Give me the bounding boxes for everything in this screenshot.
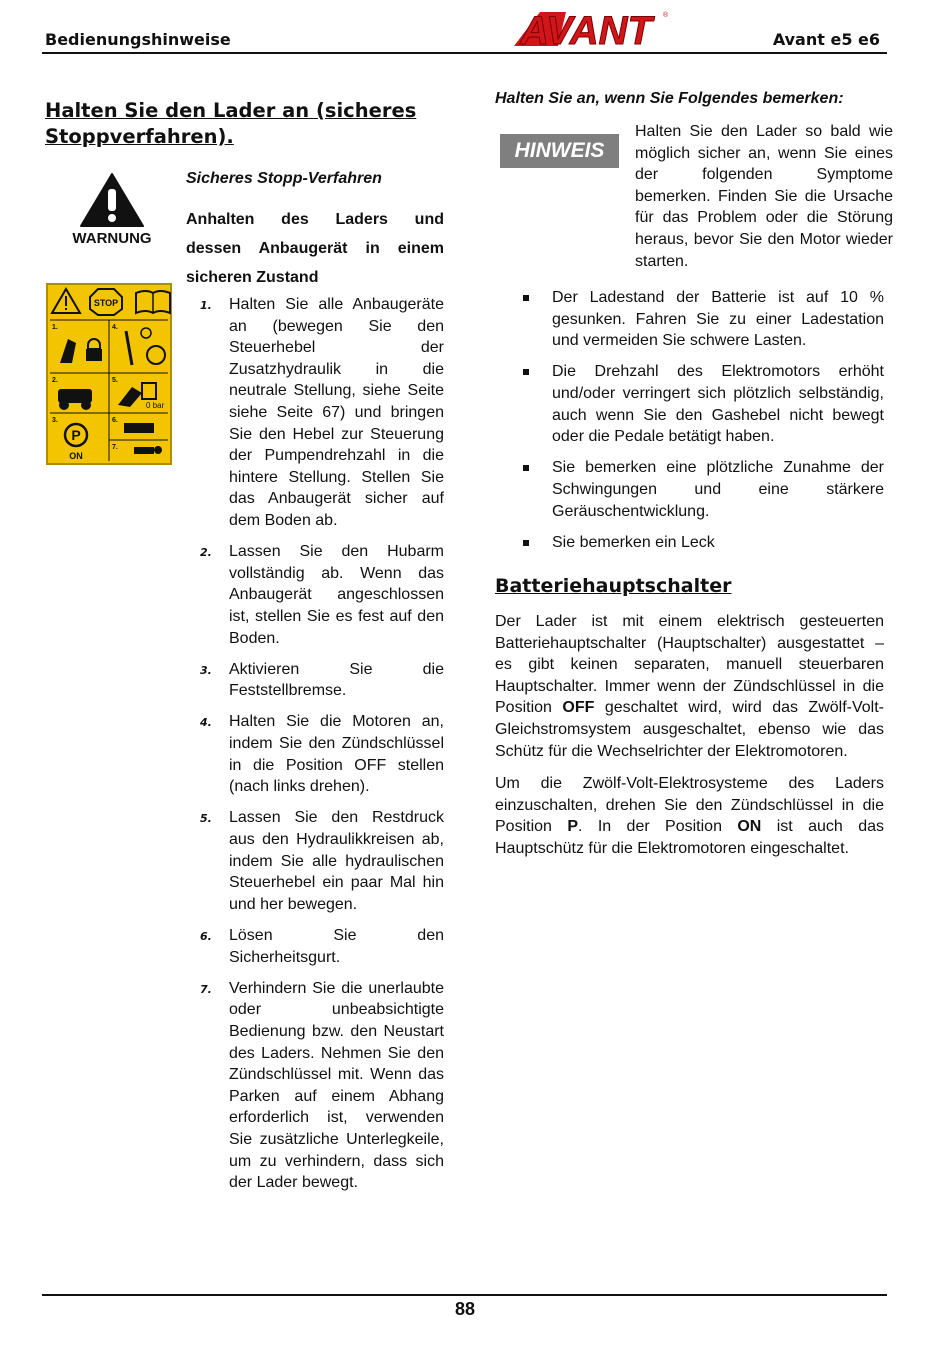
- svg-text:6.: 6.: [112, 417, 118, 424]
- safe-stop-lead: [186, 205, 444, 292]
- list-item: [520, 361, 884, 447]
- step-text: Halten Sie alle Anbaugeräte an (bewegen Sie den Steuerhebel der Zusatzhydraulik in die neutrale Stellung, siehe Seite siehe Seite 67) und bringen Sie den Hebel zur Steuerung der Pumpendrehzahl in die hintere Stellung. Stellen Sie das Anbaugerät sicher auf dem Boden ab.: [229, 296, 444, 529]
- step-text: Halten Sie die Motoren an, indem Sie den Zündschlüssel in die Position OFF stellen (nach links drehen).: [229, 713, 444, 796]
- svg-text:2.: 2.: [52, 377, 58, 384]
- bold-term: ON: [737, 818, 762, 836]
- bold-term: OFF: [562, 699, 595, 717]
- step-number: 7.: [200, 982, 212, 996]
- page-title: Halten Sie den Lader an (sicheres Stoppverfahren).: [45, 99, 417, 148]
- bullet-text: Der Ladestand der Batterie ist auf 10 % gesunken. Fahren Sie zu einer Ladestation und vermeiden Sie schwere Lasten.: [552, 289, 884, 350]
- svg-text:P: P: [71, 427, 81, 443]
- step-item: [186, 978, 444, 1194]
- step-text: Aktivieren Sie die Feststellbremse.: [229, 660, 444, 700]
- notice-badge: HINWEIS: [500, 134, 619, 168]
- step-item: [186, 925, 444, 968]
- section-title: Batteriehauptschalter: [495, 575, 732, 597]
- list-item: [520, 532, 884, 554]
- safety-decal-image: [46, 283, 172, 465]
- step-item: [186, 541, 444, 649]
- lead-line: Anhalten des Laders und: [186, 211, 444, 228]
- bullet-marker: [523, 465, 529, 471]
- avant-logo: [500, 6, 668, 50]
- warning-label: WARNUNG: [72, 230, 152, 247]
- step-number: 1.: [200, 299, 212, 312]
- step-number: 5.: [200, 812, 212, 826]
- step-item: [186, 711, 444, 797]
- step-text: Lösen Sie den Sicherheitsgurt.: [229, 927, 444, 966]
- header-section-title: Bedienungshinweise: [45, 30, 231, 49]
- step-number: 6.: [200, 930, 212, 943]
- bullet-text: Sie bemerken eine plötzliche Zunahme der Schwingungen und eine stärkere Geräuschentwicklung.: [552, 459, 884, 520]
- bullet-marker: [523, 540, 529, 546]
- section-body: [495, 611, 884, 871]
- decal-on-text: ON: [69, 451, 83, 461]
- warning-symbol: [62, 172, 162, 247]
- bullet-marker: [523, 369, 529, 375]
- header-product-name: Avant e5 e6: [772, 30, 880, 49]
- decal-bar-text: 0 bar: [146, 401, 165, 410]
- symptom-list: [520, 287, 884, 563]
- list-item: [520, 287, 884, 352]
- bullet-text: Sie bemerken ein Leck: [552, 533, 715, 551]
- warning-triangle-icon: [79, 172, 145, 228]
- list-item: [520, 457, 884, 522]
- symptoms-subheading: Halten Sie an, wenn Sie Folgendes bemerken:: [495, 90, 844, 107]
- step-text: Lassen Sie den Hubarm vollständig ab. Wenn das Anbaugerät angeschlossen ist, stellen Sie es fest auf den Boden.: [229, 543, 444, 647]
- step-item: [186, 807, 444, 915]
- lead-line: dessen Anbaugerät in einem: [186, 240, 444, 257]
- step-item: [186, 294, 444, 532]
- paragraph: Der Lader ist mit einem elektrisch gesteuerten Batteriehauptschalter (Hauptschalter) ausgestattet – es gibt keinen separaten, manuell steuerbaren Hauptschalter. Immer wenn der Zündschlüssel in die Position OFF geschaltet wird, wird das Zwölf-Volt-Gleichstromsystem ausgeschaltet, ebenso wie das Schütz für die Wechselrichter der Elektromotoren.: [495, 613, 884, 760]
- bullet-marker: [523, 295, 529, 301]
- svg-text:®: ®: [663, 12, 668, 19]
- step-number: 4.: [200, 716, 212, 730]
- page-number: 88: [454, 1299, 476, 1319]
- bold-term: P: [567, 818, 578, 836]
- svg-text:7.: 7.: [112, 444, 118, 451]
- svg-text:5.: 5.: [112, 377, 118, 384]
- footer-divider: [42, 1294, 887, 1296]
- paragraph: Um die Zwölf-Volt-Elektrosysteme des Laders einzuschalten, drehen Sie den Zündschlüssel in die Position P. In der Position ON ist auch das Hauptschütz für die Elektromotoren eingeschaltet.: [495, 775, 884, 857]
- safe-stop-steps: [186, 294, 444, 1203]
- logo-wordmark: AVANT: [520, 9, 652, 50]
- lead-line: sicheren Zustand: [186, 269, 319, 286]
- decal-stop-text: STOP: [93, 298, 119, 308]
- svg-text:4.: 4.: [112, 324, 118, 331]
- step-text: Lassen Sie den Restdruck aus den Hydraulikkreisen ab, indem Sie alle hydraulischen Steuerhebel ein paar Mal hin und her bewegen.: [229, 809, 444, 913]
- step-number: 3.: [200, 663, 212, 677]
- header-divider: [42, 52, 887, 54]
- step-item: [186, 659, 444, 702]
- step-number: 2.: [200, 546, 212, 560]
- notice-text: Halten Sie den Lader so bald wie möglich sicher an, wenn Sie eines der folgenden Symptome bemerken. Finden Sie die Ursache für das Problem oder die Störung heraus, bevor Sie den Motor wieder starten.: [635, 123, 893, 270]
- svg-text:3.: 3.: [52, 417, 58, 424]
- bullet-text: Die Drehzahl des Elektromotors erhöht und/oder verringert sich plötzlich selbständig, auch wenn Sie den Gashebel nicht bewegt oder die Pedale betätigt haben.: [552, 363, 884, 446]
- safe-stop-subheading: Sicheres Stopp-Verfahren: [186, 170, 382, 187]
- step-text: Verhindern Sie die unerlaubte oder unbeabsichtigte Bedienung bzw. den Neustart des Laders. Nehmen Sie den Zündschlüssel mit. Wenn das Parken auf einem Abhang erforderlich ist, verwenden Sie zusätzliche Unterlegkeile, um zu verhindern, dass sich der Lader bewegt.: [229, 979, 444, 1192]
- svg-text:1.: 1.: [52, 324, 58, 331]
